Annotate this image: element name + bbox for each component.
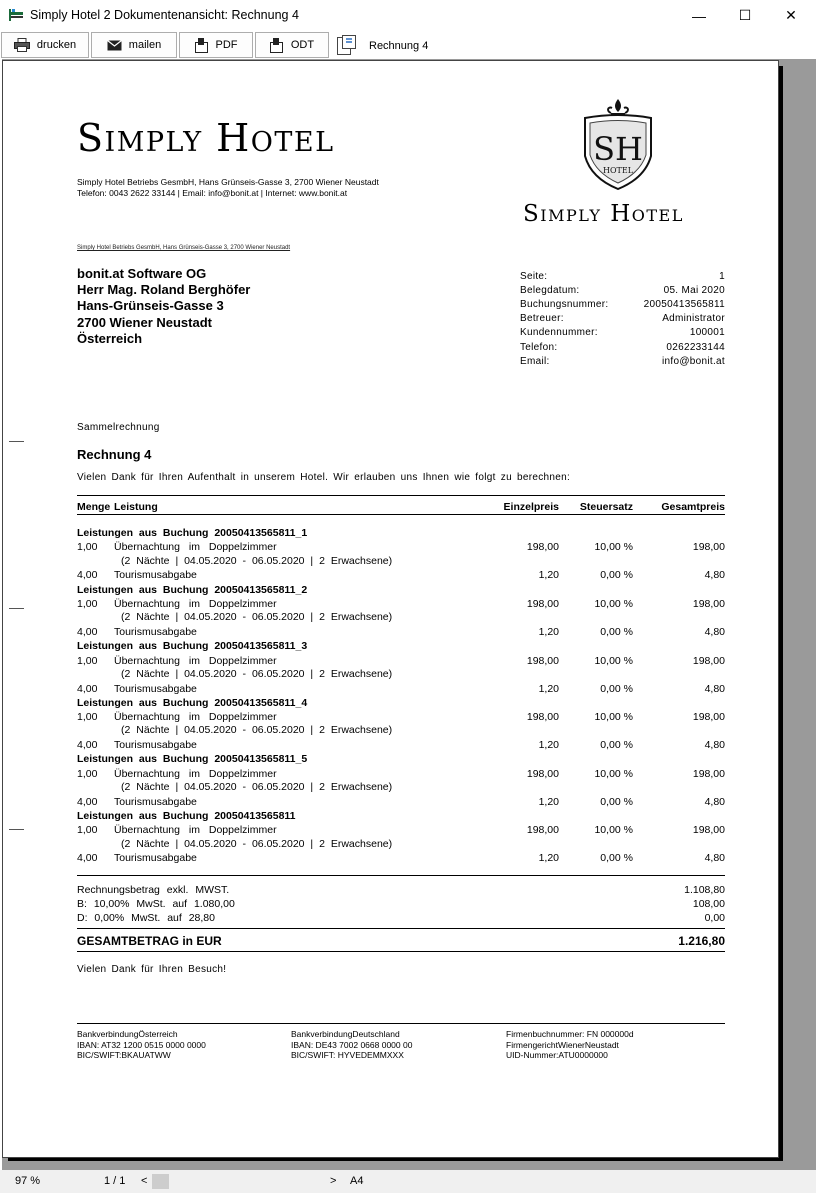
line-item-detail: (2 Nächte | 04.05.2020 - 06.05.2020 | 2 Erwachsene) [121, 724, 393, 737]
app-icon [9, 9, 24, 21]
meta-row: Seite: 1 [520, 271, 725, 282]
total-row: Rechnungsbetrag exkl. MWST. 1.108,80 [77, 884, 725, 896]
divider [77, 495, 725, 496]
odt-label: ODT [290, 39, 315, 51]
maximize-button[interactable]: ☐ [738, 7, 752, 23]
pdf-button[interactable] [179, 32, 253, 58]
logo-text: Simply Hotel [523, 201, 684, 227]
document-viewer[interactable] [0, 59, 816, 1170]
booking-group-title: Leistungen aus Buchung 20050413565811_5 [77, 753, 308, 766]
recipient-line: bonit.at Software OG [77, 266, 207, 281]
recipient-line: 2700 Wiener Neustadt [77, 315, 212, 330]
invoice-line-item: 4,00 Tourismusabgabe 1,20 0,00 % 4,80 [77, 625, 725, 638]
document-name: Rechnung 4 [369, 40, 429, 52]
mail-button[interactable] [91, 32, 177, 58]
status-bar [0, 1170, 816, 1193]
line-item-detail: (2 Nächte | 04.05.2020 - 06.05.2020 | 2 Erwachsene) [121, 837, 393, 850]
title-bar [0, 0, 816, 31]
paper-size: A4 [350, 1175, 364, 1187]
invoice-line-item: 4,00 Tourismusabgabe 1,20 0,00 % 4,80 [77, 682, 725, 695]
meta-row: Belegdatum: 05. Mai 2020 [520, 285, 725, 296]
fold-mark [9, 441, 24, 442]
recipient-line: Österreich [77, 331, 143, 346]
hotel-crest-logo [581, 98, 655, 190]
line-item-detail: (2 Nächte | 04.05.2020 - 06.05.2020 | 2 Erwachsene) [121, 611, 393, 624]
booking-group-title: Leistungen aus Buchung 20050413565811_1 [77, 527, 308, 539]
divider [77, 514, 725, 515]
svg-text:HOTEL: HOTEL [602, 166, 634, 175]
recipient-line: Herr Mag. Roland Berghöfer [77, 282, 251, 297]
document-pages-icon [336, 34, 358, 56]
print-label: drucken [36, 39, 77, 51]
invoice-intro: Vielen Dank für Ihren Aufenthalt in unserem Hotel. Wir erlauben uns Ihnen wie folgt zu berechnen: [77, 472, 571, 483]
invoice-line-item: 1,00 Übernachtung im Doppelzimmer 198,00 10,00 % 198,00 [77, 597, 725, 610]
meta-row: Kundennummer: 100001 [520, 327, 725, 338]
printer-icon [14, 38, 30, 52]
print-button[interactable] [1, 32, 89, 58]
mail-label: mailen [128, 39, 162, 51]
next-page-button[interactable]: > [330, 1175, 337, 1187]
line-item-detail: (2 Nächte | 04.05.2020 - 06.05.2020 | 2 Erwachsene) [121, 781, 393, 793]
previous-page-button[interactable]: < [141, 1175, 148, 1187]
invoice-line-item: 1,00 Übernachtung im Doppelzimmer 198,00 10,00 % 198,00 [77, 767, 725, 780]
booking-group-title: Leistungen aus Buchung 20050413565811 [77, 810, 296, 822]
svg-text:SH: SH [593, 130, 643, 168]
invoice-heading: Rechnung 4 [77, 447, 152, 462]
invoice-line-item: 1,00 Übernachtung im Doppelzimmer 198,00 10,00 % 198,00 [77, 541, 725, 554]
divider [77, 875, 725, 876]
invoice-line-item: 4,00 Tourismusabgabe 1,20 0,00 % 4,80 [77, 795, 725, 808]
meta-row: Betreuer: Administrator [520, 313, 725, 324]
tax-row: D: 0,00% MwSt. auf 28,80 0,00 [77, 912, 725, 924]
close-button[interactable]: ✕ [785, 7, 797, 23]
divider [77, 951, 725, 952]
return-address: Simply Hotel Betriebs GesmbH, Hans Grünseis-Gasse 3, 2700 Wiener Neustadt [77, 245, 291, 251]
meta-row: Email: info@bonit.at [520, 356, 725, 367]
line-item-detail: (2 Nächte | 04.05.2020 - 06.05.2020 | 2 Erwachsene) [121, 667, 393, 680]
line-item-detail: (2 Nächte | 04.05.2020 - 06.05.2020 | 2 Erwachsene) [121, 554, 393, 567]
minimize-button[interactable]: — [692, 7, 706, 24]
footer-company: Firmenbuchnummer: FN 000000d FirmengerichtWienerNeustadt UID-Nummer:ATU0000000 [506, 1029, 634, 1060]
fold-mark [9, 829, 24, 830]
invoice-line-item: 4,00 Tourismusabgabe 1,20 0,00 % 4,80 [77, 852, 725, 865]
window-title: Simply Hotel 2 Dokumentenansicht: Rechnung 4 [30, 8, 299, 22]
booking-group-title: Leistungen aus Buchung 20050413565811_3 [77, 640, 308, 653]
pdf-label: PDF [215, 39, 238, 51]
divider [77, 928, 725, 929]
sender-contact: Telefon: 0043 2622 33144 | Email: info@bonit.at | Internet: www.bonit.at [77, 188, 348, 198]
pdf-document-icon [195, 38, 209, 53]
tax-row: B: 10,00% MwSt. auf 1.080,00 108,00 [77, 898, 725, 910]
invoice-line-item: 4,00 Tourismusabgabe 1,20 0,00 % 4,80 [77, 569, 725, 582]
envelope-icon [107, 40, 122, 51]
page-indicator: 1 / 1 [104, 1175, 126, 1187]
invoice-line-item: 1,00 Übernachtung im Doppelzimmer 198,00 10,00 % 198,00 [77, 654, 725, 667]
scroll-thumb[interactable] [152, 1174, 169, 1189]
recipient-line: Hans-Grünseis-Gasse 3 [77, 298, 224, 313]
zoom-level[interactable]: 97 % [15, 1175, 41, 1187]
document-page [2, 60, 779, 1158]
meta-row: Buchungsnummer: 20050413565811 [520, 299, 725, 310]
booking-group-title: Leistungen aus Buchung 20050413565811_4 [77, 696, 308, 709]
toolbar [0, 31, 816, 59]
invoice-line-item: 4,00 Tourismusabgabe 1,20 0,00 % 4,80 [77, 739, 725, 752]
table-header: Menge Leistung Einzelpreis Steuersatz Gesamtpreis [77, 501, 725, 513]
sender-address: Simply Hotel Betriebs GesmbH, Hans Grünseis-Gasse 3, 2700 Wiener Neustadt [77, 177, 379, 187]
invoice-line-item: 1,00 Übernachtung im Doppelzimmer 198,00 10,00 % 198,00 [77, 824, 725, 837]
odt-button[interactable] [255, 32, 329, 58]
meta-row: Telefon: 0262233144 [520, 342, 725, 353]
booking-group-title: Leistungen aus Buchung 20050413565811_2 [77, 583, 308, 596]
document-kind: Sammelrechnung [77, 422, 160, 433]
grand-total-row: GESAMTBETRAG in EUR 1.216,80 [77, 934, 725, 948]
odt-document-icon [270, 38, 284, 53]
fold-mark [9, 608, 24, 609]
closing-text: Vielen Dank für Ihren Besuch! [77, 964, 227, 975]
brand-title: Simply Hotel [77, 116, 335, 160]
footer-divider [77, 1023, 725, 1024]
footer-bank-at: BankverbindungÖsterreich IBAN: AT32 1200 0515 0000 0000 BIC/SWIFT:BKAUATWW [77, 1029, 206, 1060]
invoice-line-item: 1,00 Übernachtung im Doppelzimmer 198,00 10,00 % 198,00 [77, 711, 725, 724]
footer-bank-de: BankverbindungDeutschland IBAN: DE43 7002 0668 0000 00 BIC/SWIFT: HYVEDEMMXXX [291, 1029, 413, 1060]
